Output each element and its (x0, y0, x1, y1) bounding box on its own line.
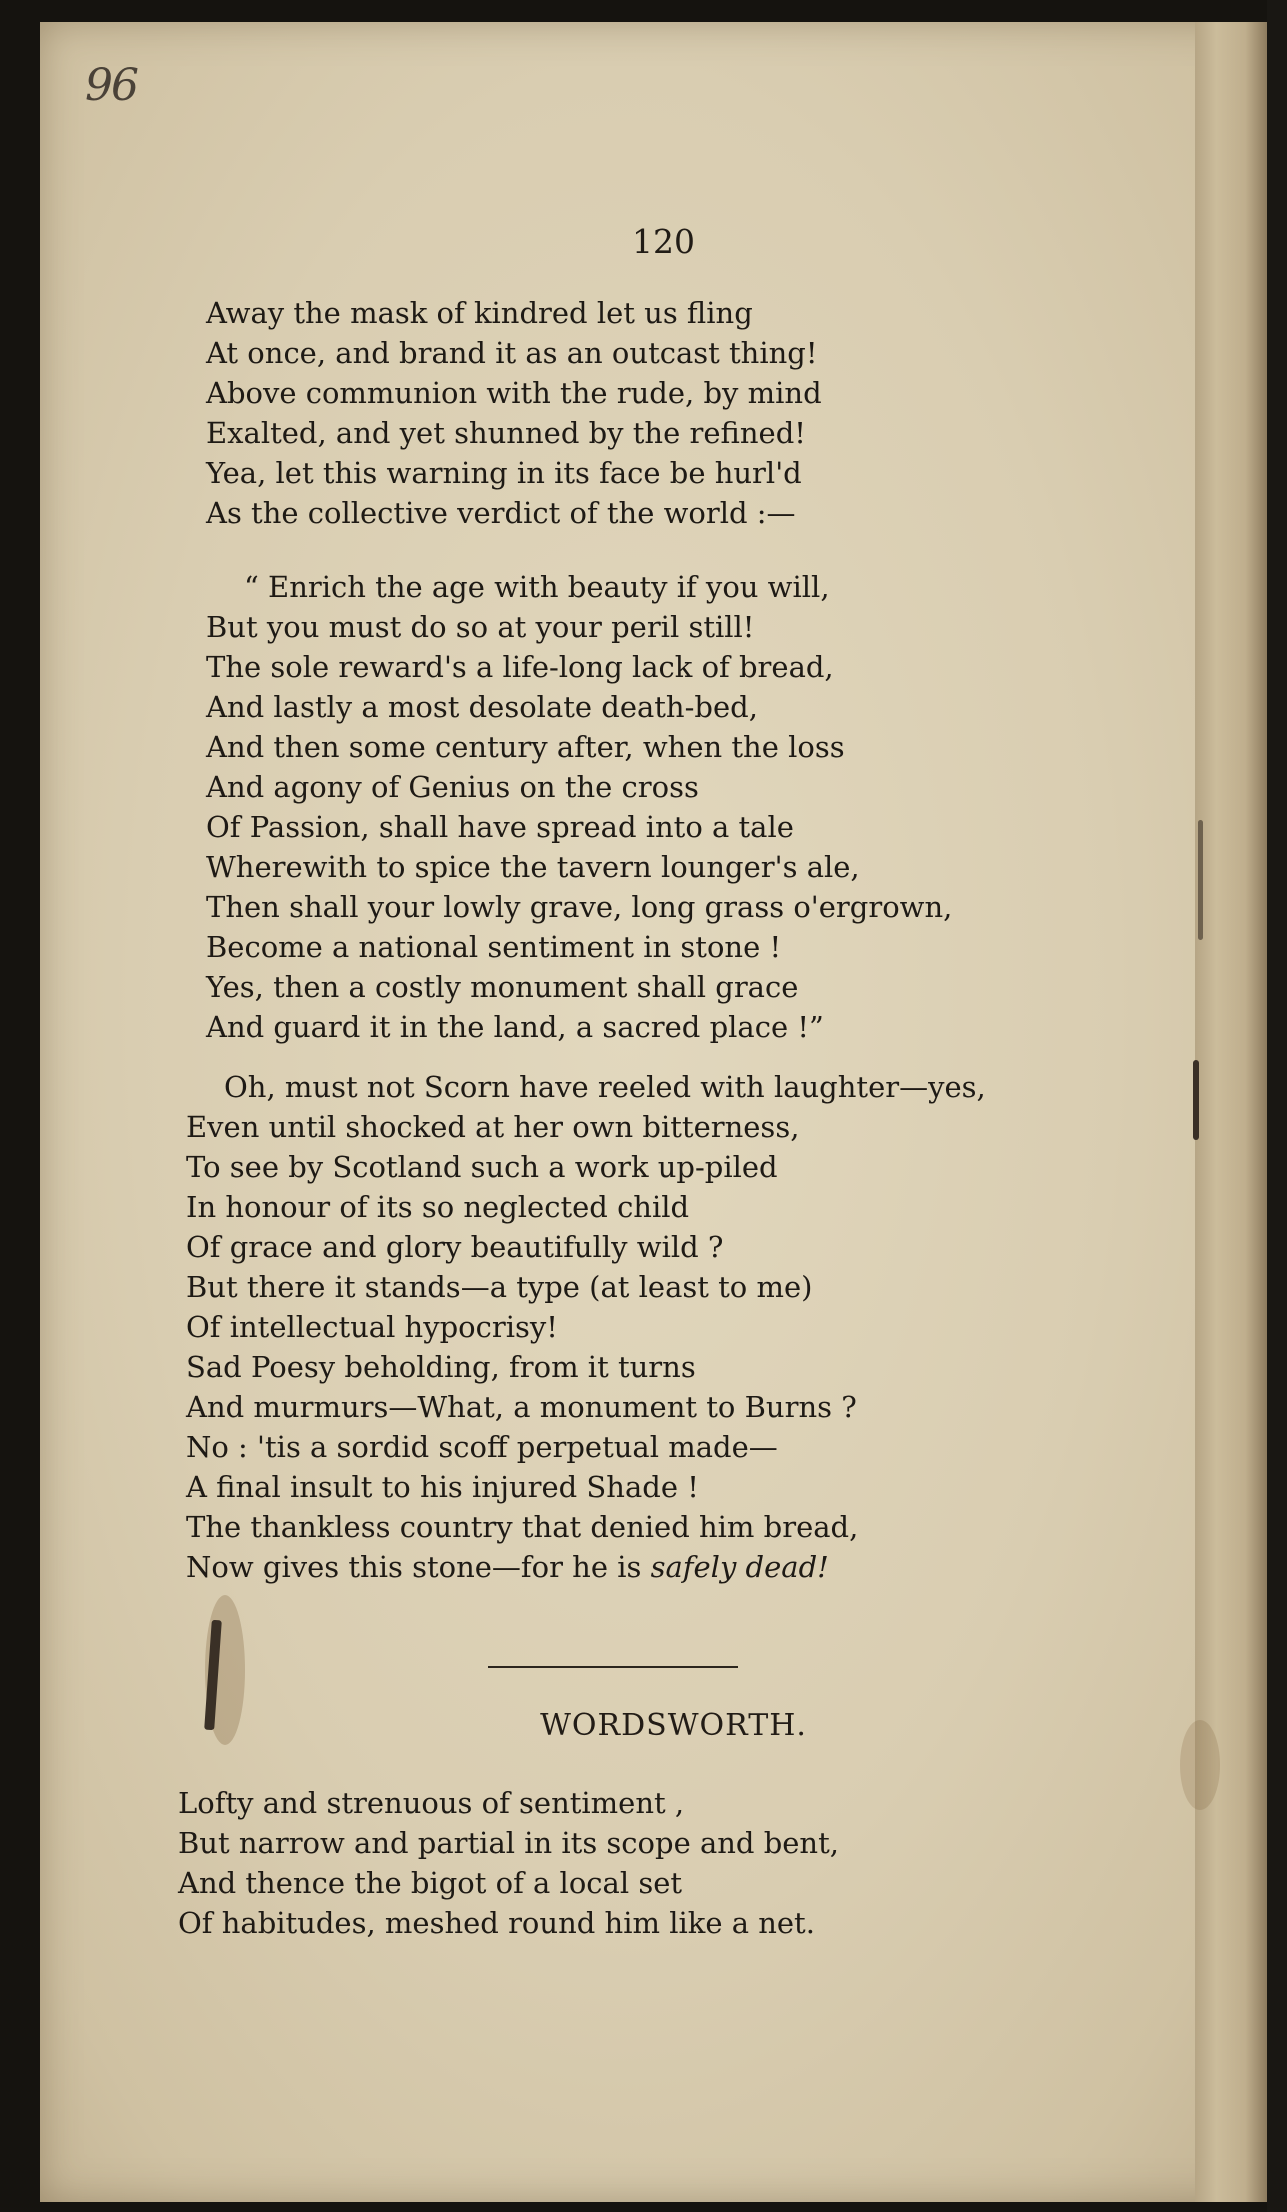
pencil-mark (1193, 1060, 1199, 1140)
poem-line: And then some century after, when the loss (206, 730, 845, 764)
poem-line: The thankless country that denied him bread, (186, 1510, 859, 1544)
poem-line-final-emphasis: safely dead! (650, 1550, 829, 1584)
poem-line: Become a national sentiment in stone ! (206, 930, 782, 964)
handwritten-marginal-note: 96 (85, 60, 137, 111)
poem-line: A final insult to his injured Shade ! (186, 1470, 699, 1504)
poem-line: Even until shocked at her own bitterness, (186, 1110, 800, 1144)
poem-line: Yea, let this warning in its face be hurl'd (206, 456, 802, 490)
poem-line: As the collective verdict of the world :— (206, 496, 796, 530)
poem-line: Of grace and glory beautifully wild ? (186, 1230, 724, 1264)
poem-line: At once, and brand it as an outcast thing! (206, 336, 818, 370)
section-heading: WORDSWORTH. (540, 1708, 807, 1743)
poem-line: No : 'tis a sordid scoff perpetual made— (186, 1430, 778, 1464)
poem-line: Of Passion, shall have spread into a tale (206, 810, 794, 844)
poem-line-final (186, 1547, 986, 1587)
poem-line: Of habitudes, meshed round him like a net. (178, 1906, 815, 1940)
poem-line: But you must do so at your peril still! (206, 610, 755, 644)
poem-line: Lofty and strenuous of sentiment , (178, 1786, 685, 1820)
poem-line: To see by Scotland such a work up-piled (186, 1150, 778, 1184)
poem-line: But narrow and partial in its scope and bent, (178, 1826, 839, 1860)
poem-line: Of intellectual hypocrisy! (186, 1310, 558, 1344)
poem-line: The sole reward's a life-long lack of bread, (206, 650, 834, 684)
poem-stanza-3 (186, 1067, 986, 1587)
poem-line: And agony of Genius on the cross (206, 770, 699, 804)
poem-line: But there it stands—a type (at least to me) (186, 1270, 813, 1304)
poem-line: Yes, then a costly monument shall grace (206, 970, 799, 1004)
poem-line: Then shall your lowly grave, long grass o'ergrown, (206, 890, 953, 924)
poem-line: And murmurs—What, a monument to Burns ? (186, 1390, 857, 1424)
section-divider (488, 1666, 738, 1671)
poem-stanza-1 (206, 293, 822, 533)
wordsworth-stanza (178, 1783, 839, 1943)
poem-line: And thence the bigot of a local set (178, 1866, 683, 1900)
scan-background-edge (1267, 0, 1287, 2212)
poem-line: Oh, must not Scorn have reeled with laughter—yes, (224, 1070, 986, 1104)
poem-line: Away the mask of kindred let us fling (206, 296, 753, 330)
poem-stanza-2 (206, 567, 952, 1047)
pencil-mark (1198, 820, 1203, 940)
poem-line: Sad Poesy beholding, from it turns (186, 1350, 696, 1384)
poem-line: Exalted, and yet shunned by the refined! (206, 416, 806, 450)
poem-line: Wherewith to spice the tavern lounger's ale, (206, 850, 860, 884)
page-number: 120 (632, 222, 695, 261)
page-fore-edge (1195, 22, 1267, 2202)
poem-line: And guard it in the land, a sacred place !” (206, 1010, 824, 1044)
poem-line: In honour of its so neglected child (186, 1190, 690, 1224)
poem-line-final-text: Now gives this stone—for he is (186, 1550, 651, 1584)
poem-line: And lastly a most desolate death-bed, (206, 690, 758, 724)
poem-line: Above communion with the rude, by mind (206, 376, 822, 410)
poem-line: “ Enrich the age with beauty if you will, (244, 570, 830, 604)
